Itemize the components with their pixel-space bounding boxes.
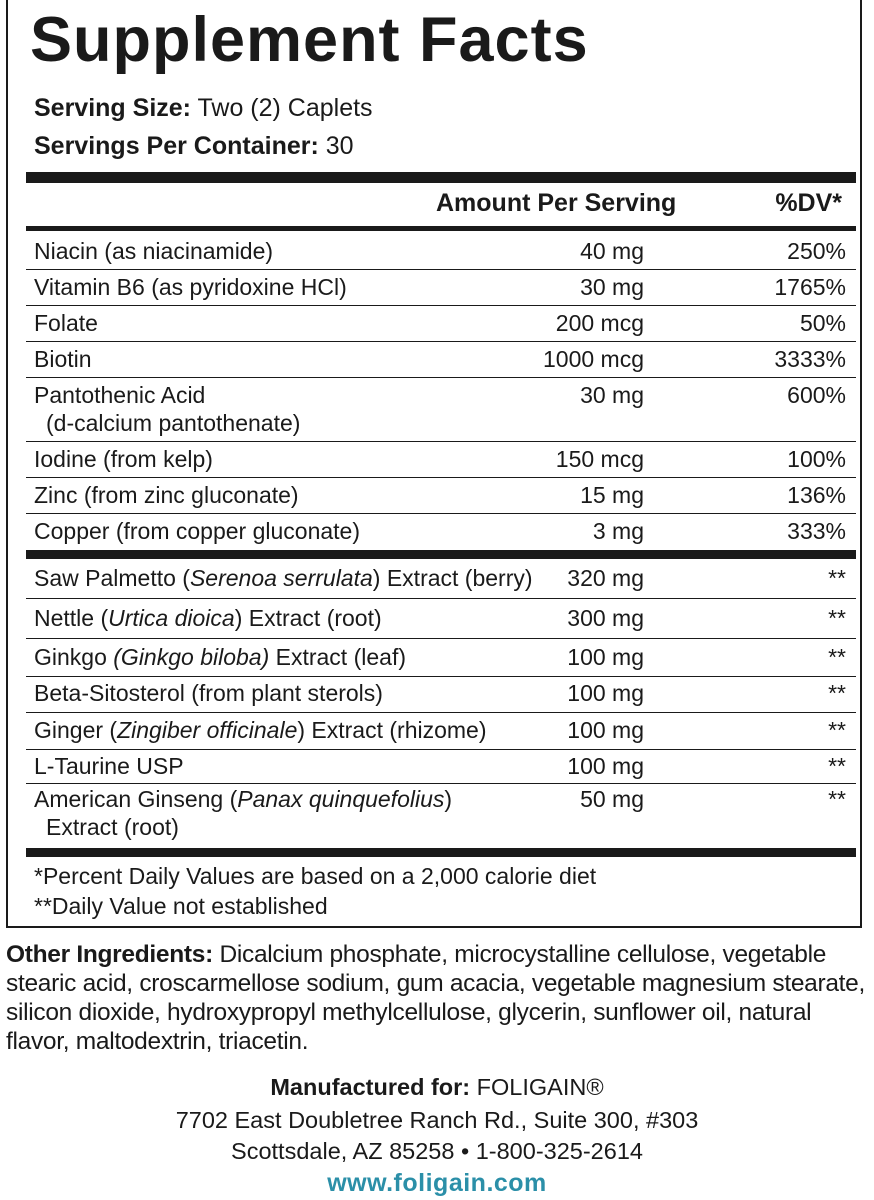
nutrient-dv: 1765% (774, 274, 846, 300)
row-divider (26, 377, 856, 378)
section-divider (26, 550, 856, 559)
botanical-amount: 320 mg (567, 565, 644, 591)
row-divider (26, 676, 856, 677)
botanical-part: ) Extract (berry) (372, 565, 533, 591)
botanical-name: L-Taurine USP (34, 753, 184, 779)
row-divider (26, 441, 856, 442)
nutrient-amount: 3 mg (592, 518, 644, 544)
botanical-latin-name: (Ginkgo biloba) (113, 644, 270, 670)
row-divider (26, 712, 856, 713)
row-divider (26, 341, 856, 342)
manufacturer-label: Manufactured for: (270, 1074, 471, 1100)
botanical-dv: ** (828, 786, 846, 812)
botanical-latin-name: Zingiber officinale (117, 717, 298, 743)
botanical-dv: ** (828, 753, 846, 779)
botanical-name-text: Nettle ( (34, 605, 109, 631)
botanical-amount: 300 mg (567, 605, 644, 631)
amount-per-serving-header: Amount Per Serving (436, 189, 677, 217)
botanical-amount: 50 mg (580, 786, 644, 812)
row-divider (26, 513, 856, 514)
botanical-part: ) (444, 786, 453, 812)
botanical-part: ) Extract (root) (234, 605, 382, 631)
botanical-name (34, 716, 487, 744)
nutrient-amount: 150 mcg (555, 446, 644, 472)
row-divider (26, 749, 856, 750)
nutrient-amount: 40 mg (580, 238, 644, 264)
botanical-dv: ** (828, 644, 846, 670)
serving-size-value: Two (2) Caplets (197, 94, 373, 122)
nutrient-name-detail: (d-calcium pantothenate) (46, 410, 301, 436)
botanical-part: ) Extract (rhizome) (297, 717, 487, 743)
nutrient-dv: 3333% (774, 346, 846, 372)
nutrient-amount: 1000 mcg (542, 346, 644, 372)
botanical-name-text: American Ginseng ( (34, 786, 238, 812)
botanical-amount: 100 mg (567, 680, 644, 706)
botanical-latin-name: Panax quinquefolius (237, 786, 445, 812)
other-ingredients (6, 940, 866, 1056)
botanical-part: Extract (leaf) (269, 644, 406, 670)
manufacturer-name: FOLIGAIN® (470, 1074, 604, 1100)
botanical-amount: 100 mg (567, 753, 644, 779)
botanical-name: Beta-Sitosterol (from plant sterols) (34, 680, 383, 706)
botanical-name-text: Ginger ( (34, 717, 118, 743)
nutrient-name: Folate (34, 310, 98, 336)
nutrient-amount: 15 mg (580, 482, 644, 508)
nutrient-dv: 333% (787, 518, 846, 544)
botanical-latin-name: Serenoa serrulata (189, 565, 373, 591)
botanical-amount: 100 mg (567, 717, 644, 743)
other-ingredients-text: Dicalcium phosphate, microcystalline cellulose, vegetable stearic acid, croscarmellose sodium, gum acacia, vegetable magnesium stearate, silicon dioxide, hydroxypropyl methylcellulose, glycerin, sunflower oil, natural flavor, maltodextrin, triacetin. (6, 941, 866, 1055)
botanical-name (34, 643, 406, 671)
botanical-name-text: Saw Palmetto ( (34, 565, 190, 591)
row-divider (26, 638, 856, 639)
manufacturer-address: 7702 East Doubletree Ranch Rd., Suite 300, #303 (175, 1107, 699, 1133)
footnote-not-established: **Daily Value not established (34, 893, 328, 919)
footnote-dv: *Percent Daily Values are based on a 2,000 calorie diet (34, 863, 597, 889)
botanical-latin-name: Urtica dioica (108, 605, 235, 631)
botanical-dv: ** (828, 717, 846, 743)
header-divider (26, 226, 856, 231)
serving-size (34, 93, 373, 123)
nutrient-dv: 50% (799, 310, 846, 336)
website-link[interactable]: www.foligain.com (327, 1169, 547, 1197)
nutrient-amount: 30 mg (580, 382, 644, 408)
nutrient-name: Pantothenic Acid (34, 382, 206, 408)
row-divider (26, 269, 856, 270)
manufacturer-city-phone: Scottsdale, AZ 85258 • 1-800-325-2614 (231, 1138, 643, 1164)
botanical-name (34, 604, 382, 632)
website-line (0, 1168, 874, 1198)
manufacturer-line (0, 1072, 874, 1102)
nutrient-name: Vitamin B6 (as pyridoxine HCl) (34, 274, 347, 300)
serving-size-label: Serving Size: (34, 94, 191, 122)
supplement-facts-panel (6, 0, 862, 928)
botanical-dv: ** (828, 680, 846, 706)
botanical-amount: 100 mg (567, 644, 644, 670)
panel-title: Supplement Facts (30, 5, 589, 75)
nutrient-dv: 136% (787, 482, 846, 508)
nutrient-dv: 100% (787, 446, 846, 472)
botanical-dv: ** (828, 605, 846, 631)
row-divider (26, 477, 856, 478)
botanical-name (34, 564, 533, 592)
nutrient-amount: 200 mcg (555, 310, 644, 336)
thick-divider (26, 172, 856, 183)
nutrient-dv: 250% (787, 238, 846, 264)
botanical-name-text: Ginkgo (34, 644, 114, 670)
botanical-name (34, 785, 452, 813)
servings-per-container-label: Servings Per Container: (34, 132, 319, 160)
nutrient-name: Biotin (34, 346, 92, 372)
botanical-dv: ** (828, 565, 846, 591)
row-divider (26, 783, 856, 784)
row-divider (26, 305, 856, 306)
nutrient-dv: 600% (787, 382, 846, 408)
botanical-part-line2: Extract (root) (46, 814, 179, 840)
footer-divider (26, 848, 856, 857)
nutrient-name: Copper (from copper gluconate) (34, 518, 360, 544)
other-ingredients-label: Other Ingredients: (6, 941, 213, 968)
nutrient-name: Zinc (from zinc gluconate) (34, 482, 299, 508)
nutrient-name: Iodine (from kelp) (34, 446, 213, 472)
nutrient-amount: 30 mg (580, 274, 644, 300)
nutrient-name: Niacin (as niacinamide) (34, 238, 274, 264)
servings-per-container-value: 30 (325, 132, 354, 160)
row-divider (26, 598, 856, 599)
servings-per-container (34, 131, 354, 161)
daily-value-header: %DV* (775, 189, 842, 217)
